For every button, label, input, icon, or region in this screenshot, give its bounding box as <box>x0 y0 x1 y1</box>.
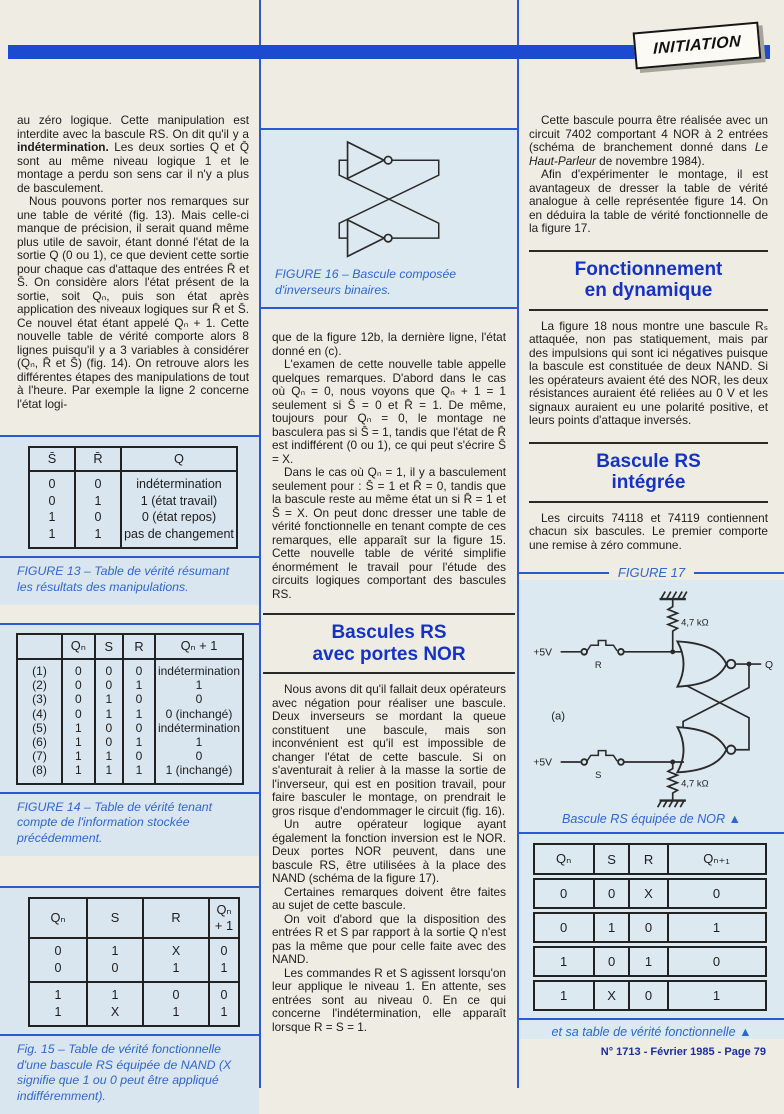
table-cell: 1 (inchangé) <box>155 763 243 783</box>
paragraph: Les commandes R et S agissent lorsqu'on leur applique le niveau 1. En attente, ses entrées sont au niveau 0. En ce qui concerne l'indétermination, elle apparaît lorsque R = S = 1. <box>272 965 506 1034</box>
paragraph: Nous pouvons porter nos remarques sur une table de vérité (fig. 13). Mais celle-ci manque de précision, il serait quand même plus utile de savoir, étant donné l'état de la sortie Q (0 ou 1), ce que devient cette sortie pour chaque cas d'attaque des entrées R̄ et S̄. On considère alors l'état présent de la sortie, soit Qₙ, puis son état après application des niveaux logiques sur R̄ et S̄. Ce nouvel état étant appelé Qₙ + 1. Cette nouvelle table de vérité comporte alors 8 lignes puisqu'il y a 3 variables à considérer (Qₙ, R̄ et S̄) (fig. 14). On retrouve alors les différentes étapes des manipulations de tout à l'heure. Par exemple la ligne 2 concerne l'état logi- <box>17 194 249 411</box>
table-cell: 1 <box>62 763 95 783</box>
col-header: Qₙ₊₁ <box>668 843 767 875</box>
col-header <box>17 634 62 659</box>
table-cell: 1 (état travail) <box>121 493 237 510</box>
table-cell: 0 <box>629 912 667 943</box>
col-header: Qₙ <box>62 634 95 659</box>
table-cell: 0 <box>143 982 209 1004</box>
paragraph <box>519 114 784 168</box>
table-row <box>29 1004 239 1027</box>
table-cell: 0 <box>54 944 62 959</box>
paragraph-text: de novembre 1984). <box>595 153 705 168</box>
table-row <box>533 980 767 1011</box>
table-cell: 1 <box>62 749 95 763</box>
page-footer: N° 1713 - Février 1985 - Page 79 <box>600 1046 766 1058</box>
table-cell: 1 <box>48 510 56 524</box>
svg-text:4,7 kΩ: 4,7 kΩ <box>680 616 709 628</box>
table-row <box>17 749 243 763</box>
paragraph <box>0 114 259 195</box>
table-header-row <box>29 898 239 938</box>
figure17-label: FIGURE 17 <box>617 565 686 580</box>
table-cell: 1 <box>123 707 155 721</box>
table-cell: 0 <box>123 692 155 706</box>
table-cell: 1 <box>95 749 123 763</box>
table-header-row <box>17 634 243 659</box>
figure17-caption: Bascule RS équipée de NOR ▲ <box>561 812 742 826</box>
table-cell: 1 <box>209 1004 239 1027</box>
table-row <box>17 692 243 706</box>
nor-flipflop-circuit-diagram <box>527 584 777 810</box>
paragraph: L'examen de cette nouvelle table appelle quelques remarques. D'abord dans le cas où Qₙ = 0, nous voyons que Qₙ + 1 = 1 seulement si S̄ = 0 et R̄ = 1. De même, toujours pour Qₙ = 0, le montage ne basculera pas si S̄ = 1, tandis que l'état de R̄ est indifférent (0 ou 1), ce qui peut s'écrire S̄ = X. <box>272 357 506 466</box>
divider <box>519 1018 784 1020</box>
table-cell: 1 <box>95 692 123 706</box>
table-cell: 1 <box>95 763 123 783</box>
figure15-caption: Fig. 15 – Table de vérité fonctionnelle d'une bascule RS équipée de NAND (X signifie que 1 ou 0 peut être appliqué indifféremment). <box>17 1042 232 1103</box>
table-cell: 1 <box>155 678 243 692</box>
table-row <box>29 960 239 983</box>
table-cell: 1 <box>123 763 155 783</box>
table-cell: 0 <box>95 678 123 692</box>
table-cell: 0 <box>123 721 155 735</box>
table-cell: 0 <box>123 749 155 763</box>
table-cell: 1 <box>668 912 767 943</box>
paragraph: Un autre opérateur logique ayant également la fonction inversion est le NOR. Deux portes NOR peuvent, dans une bascule RS, être utilisées à la place des NAND (schéma de la figure 17). <box>272 817 506 885</box>
figure14-table <box>16 633 244 785</box>
table-cell: 0 <box>75 509 121 526</box>
table-cell: (6) <box>32 735 47 750</box>
table-cell: X <box>143 938 209 960</box>
table-cell: 1 <box>629 946 667 977</box>
table-cell: 1 <box>62 735 95 749</box>
paragraph-text: au zéro logique. Cette manipulation est interdite avec la bascule RS. On dit qu'il y a <box>17 113 249 141</box>
paragraph-text: Cette bascule pourra être réalisée avec un circuit 7402 comportant 4 NOR à 2 entrées (schéma de branchement donné dans <box>529 113 768 154</box>
figure13-table <box>28 446 238 549</box>
figure17-label-row <box>519 565 784 580</box>
table-cell: indétermination <box>155 721 243 735</box>
table-cell: 1 <box>87 938 143 960</box>
section-heading-nor <box>263 613 515 674</box>
figure17-table <box>533 840 767 1014</box>
heading-rule <box>263 613 515 615</box>
right-column <box>519 0 784 1058</box>
col-header: R <box>143 898 209 938</box>
table-cell: 0 <box>668 878 767 909</box>
table-cell: indétermination <box>121 471 237 493</box>
table-cell: (2) <box>32 678 47 693</box>
table-cell: 0 <box>48 493 56 508</box>
col-header: Qₙ + 1 <box>209 898 239 938</box>
section-heading-dynamique <box>529 250 768 311</box>
figure14-caption: FIGURE 14 – Table de vérité tenant compte de l'information stockée précédemment. <box>17 799 213 845</box>
table-cell: 0 <box>668 946 767 977</box>
col-header: S <box>594 843 630 875</box>
table-row <box>29 526 237 549</box>
figure17-zone <box>519 580 784 1039</box>
table-cell: X <box>87 1004 143 1027</box>
table-row <box>29 982 239 1004</box>
figure15-table <box>28 897 240 1027</box>
table-cell: 1 <box>54 1004 62 1019</box>
table-header-row <box>533 843 767 875</box>
table-cell: 0 <box>209 982 239 1004</box>
col-header: R <box>629 843 667 875</box>
table-cell: 0 <box>629 980 667 1011</box>
table-cell: 0 <box>62 678 95 692</box>
inverter-flipflop-diagram <box>274 137 504 263</box>
table-row <box>17 707 243 721</box>
table-cell: 1 <box>48 526 56 541</box>
table-cell: 0 <box>155 749 243 763</box>
figure15-panel <box>0 886 259 1114</box>
svg-text:Q: Q <box>764 659 773 671</box>
paragraph: Certaines remarques doivent être faites au sujet de cette bascule. <box>272 884 506 912</box>
table-cell: 0 (état repos) <box>121 509 237 526</box>
table-row <box>29 938 239 960</box>
paragraph: On voit d'abord que la disposition des entrées R et S par rapport à la sortie Q n'est pas la même que pour celle faite avec des NAND. <box>272 911 506 966</box>
section-title: Bascule RS intégrée <box>596 450 701 493</box>
table-row <box>17 659 243 678</box>
figure13-panel <box>0 435 259 605</box>
table-cell: 1 <box>123 678 155 692</box>
figure17-table-caption: et sa table de vérité fonctionnelle ▲ <box>551 1025 752 1039</box>
table-cell: 0 <box>48 477 56 491</box>
table-cell: (7) <box>32 749 47 764</box>
paragraph-text: Les deux sorties Q et Q̄ sont au même niveau logique 1 et le montage a perdu son sens car il n'y a plus de basculement. <box>17 140 249 195</box>
figure14-panel <box>0 623 259 856</box>
table-cell: X <box>629 878 667 909</box>
col-header: Qₙ <box>29 898 87 938</box>
svg-text:(a): (a) <box>550 710 565 723</box>
blue-rule <box>519 572 609 574</box>
col-header: R <box>123 634 155 659</box>
table-cell: 1 <box>143 1004 209 1027</box>
table-row <box>17 678 243 692</box>
table-cell: 0 <box>594 878 630 909</box>
section-title: Bascules RS avec portes NOR <box>312 622 466 665</box>
col-header: Qₙ + 1 <box>155 634 243 659</box>
table-header-row <box>29 447 237 471</box>
table-row <box>533 878 767 909</box>
figure13-caption: FIGURE 13 – Table de vérité résumant les résultats des manipulations. <box>17 564 230 594</box>
table-cell: pas de changement <box>121 526 237 549</box>
table-cell: (3) <box>32 692 47 707</box>
bold-text: indétermination. <box>17 140 109 154</box>
table-cell: 0 <box>95 659 123 678</box>
table-cell: (1) <box>32 664 47 678</box>
table-cell: 0 <box>62 692 95 706</box>
table-cell: X <box>594 980 630 1011</box>
table-cell: 0 <box>209 938 239 960</box>
table-cell: 1 <box>668 980 767 1011</box>
paragraph: La figure 18 nous montre une bascule Rₛ attaquée, non pas statiquement, mais par des impulsions qui sont ici négatives puisque la bascule est constituée de deux NAND. Si les opérateurs avaient été des NOR, les deux résistances auraient été reliées au 0 V et les signaux auraient eu une polarité positive, et leurs points d'attaque inversés. <box>529 318 768 427</box>
col-header: Q <box>121 447 237 471</box>
figure16-caption: FIGURE 16 – Bascule composée d'inverseurs binaires. <box>275 267 457 297</box>
paragraph: Dans le cas où Qₙ = 1, il y a basculement seulement pour : S̄ = 1 et R̄ = 0, tandis que la bascule reste au même état un si R̄ = 1 et S̄ = X. On peut donc dresser une table de vérité fonctionnelle en tenant compte de ces remarques, elle apparaît sur la figure 15. Cette nouvelle table de vérité simplifie énormément le travail pour l'étude des circuits logiques comportant des bascules RS. <box>272 465 506 601</box>
col-header: S <box>87 898 143 938</box>
col-header: R̄ <box>75 447 121 471</box>
table-cell: 1 <box>62 721 95 735</box>
paragraph: que de la figure 12b, la dernière ligne, l'état donné en (c). <box>272 330 506 358</box>
table-cell: 1 <box>155 735 243 749</box>
left-column <box>0 0 259 1114</box>
section-heading-integree <box>529 442 768 503</box>
table-row <box>17 735 243 749</box>
table-cell: 1 <box>533 946 594 977</box>
table-row <box>533 912 767 943</box>
table-cell: 0 <box>87 960 143 983</box>
initiation-badge-label: INITIATION <box>652 32 742 58</box>
table-cell: 0 <box>62 707 95 721</box>
table-cell: 0 <box>155 692 243 706</box>
italic-text: Le Haut-Parleur <box>529 140 768 168</box>
paragraph: Les circuits 74118 et 74119 contiennent chacun six bascules. Le premier comporte une remise à zéro commune. <box>529 510 768 552</box>
blue-rule <box>694 572 784 574</box>
paragraph: Afin d'expérimenter le montage, il est avantageux de dresser la table de vérité analogue à celle représentée figure 14. On en déduira la table de vérité fonctionnelle de la figure 17. <box>529 167 768 235</box>
heading-rule <box>529 250 768 252</box>
table-cell: (8) <box>32 763 47 778</box>
table-cell: 0 (inchangé) <box>155 707 243 721</box>
table-row <box>533 946 767 977</box>
divider <box>519 832 784 834</box>
svg-text:4,7 kΩ: 4,7 kΩ <box>680 777 709 789</box>
table-cell: (4) <box>32 706 47 721</box>
figure16-panel <box>261 128 517 309</box>
table-cell: 1 <box>87 982 143 1004</box>
table-cell: 0 <box>594 946 630 977</box>
paragraph: Nous avons dit qu'il fallait deux opérateurs avec négation pour réaliser une bascule. Deux inverseurs se mordant la queue constituent une bascule, mais son inconvénient est qu'il est impossible de changer l'état de cette bascule. Si on s'aventurait à relier à la masse la sortie de l'inverseur, qui est en position travail, pour faire basculer le montage, on prendrait le gros risque d'endommager le circuit (fig. 16). <box>272 682 506 818</box>
heading-rule <box>529 442 768 444</box>
table-cell: 1 <box>29 982 87 1004</box>
svg-text:+5V: +5V <box>532 647 552 659</box>
col-header: S̄ <box>29 447 75 471</box>
table-row <box>17 763 243 783</box>
table-cell: 0 <box>95 721 123 735</box>
col-header: Qₙ <box>533 843 594 875</box>
table-row <box>29 509 237 526</box>
table-row <box>29 493 237 510</box>
table-cell: (5) <box>32 720 47 735</box>
table-cell: 0 <box>54 960 62 975</box>
table-cell: 1 <box>143 960 209 983</box>
table-cell: 0 <box>95 735 123 749</box>
svg-text:S: S <box>594 768 601 780</box>
table-cell: 1 <box>533 980 594 1011</box>
table-cell: 1 <box>75 493 121 510</box>
svg-text:R: R <box>594 658 602 670</box>
table-cell: 1 <box>95 707 123 721</box>
table-cell: 1 <box>209 960 239 983</box>
table-cell: 0 <box>533 878 594 909</box>
table-cell: 0 <box>533 912 594 943</box>
table-row <box>29 471 237 493</box>
svg-text:+5V: +5V <box>532 757 552 769</box>
col-header: S <box>95 634 123 659</box>
table-cell: 0 <box>62 659 95 678</box>
table-cell: 1 <box>75 526 121 549</box>
table-cell: 1 <box>594 912 630 943</box>
table-row <box>17 721 243 735</box>
table-cell: indétermination <box>155 659 243 678</box>
table-cell: 0 <box>123 659 155 678</box>
table-cell: 0 <box>75 471 121 493</box>
section-title: Fonctionnement en dynamique <box>574 258 723 301</box>
table-cell: 1 <box>123 735 155 749</box>
middle-column <box>261 0 517 1034</box>
